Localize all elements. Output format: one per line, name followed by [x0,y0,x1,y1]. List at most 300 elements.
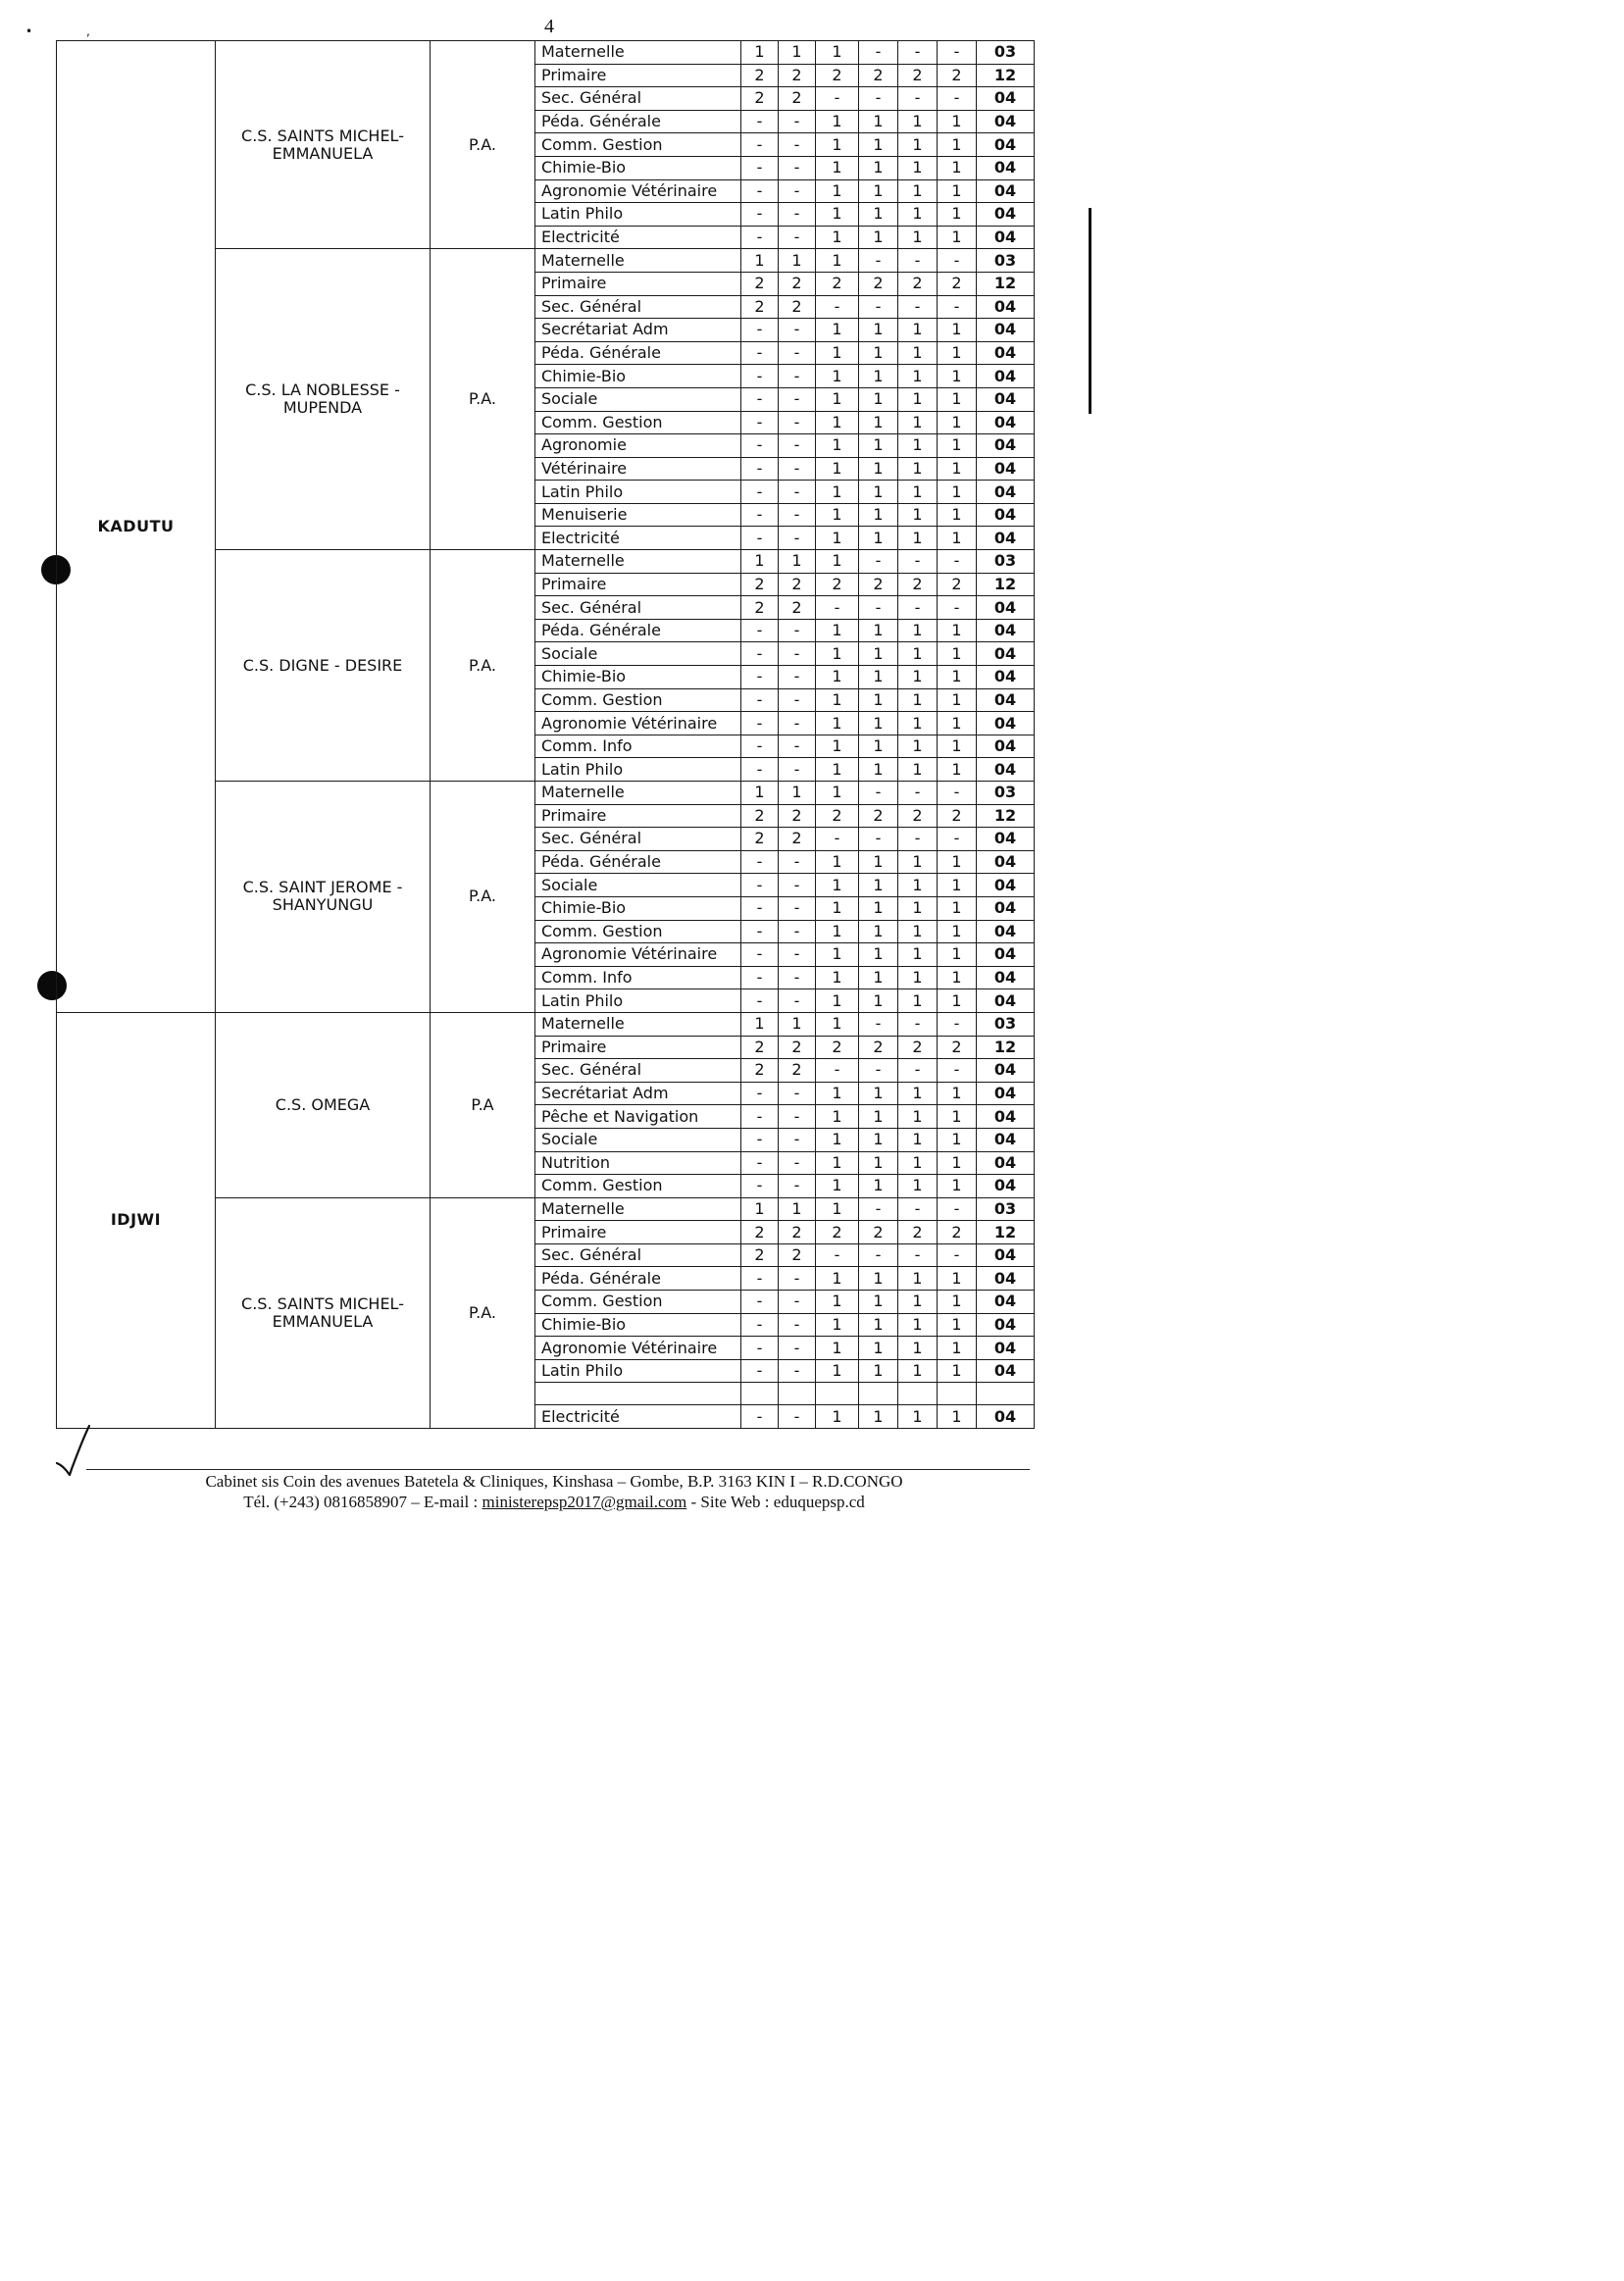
total-cell: 04 [977,87,1035,111]
option-cell: Agronomie Vétérinaire [535,943,741,967]
total-cell: 04 [977,1267,1035,1291]
class-count-cell: 1 [859,1151,898,1175]
total-cell: 04 [977,666,1035,689]
class-count-cell: 2 [779,295,816,319]
total-cell: 04 [977,688,1035,712]
class-count-cell: - [741,1405,779,1429]
class-count-cell: 1 [816,989,859,1013]
school-name-cell [216,249,431,550]
class-count-cell: 1 [816,1151,859,1175]
class-count-cell: 1 [859,874,898,897]
school-type-cell: P.A. [431,41,535,249]
class-count-cell: 1 [938,133,977,157]
school-name-line: C.S. LA NOBLESSE - [245,380,400,400]
class-count-cell: 1 [859,688,898,712]
option-cell: Secrétariat Adm [535,319,741,342]
class-count-cell: - [779,943,816,967]
class-count-cell: 1 [816,179,859,203]
class-count-cell: - [741,503,779,527]
option-cell: Maternelle [535,550,741,574]
class-count-cell: 1 [898,411,938,434]
total-cell: 04 [977,874,1035,897]
class-count-cell: 1 [859,920,898,943]
class-count-cell: 2 [779,804,816,828]
class-count-cell: - [741,712,779,735]
class-count-cell: 1 [741,249,779,273]
class-count-cell: - [938,1059,977,1083]
class-count-cell: 1 [816,226,859,249]
footer-divider [86,1469,1030,1470]
class-count-cell: 1 [898,1291,938,1314]
class-count-cell: 1 [938,642,977,666]
class-count-cell: 2 [741,87,779,111]
option-cell: Sec. Général [535,596,741,620]
class-count-cell: - [898,1012,938,1036]
class-count-cell: 2 [741,1036,779,1059]
option-cell: Latin Philo [535,1359,741,1383]
page-number: 4 [544,16,554,37]
option-cell: Maternelle [535,782,741,805]
class-count-cell: - [779,110,816,133]
class-count-cell: - [898,1197,938,1221]
class-count-cell: - [741,341,779,365]
class-count-cell: 1 [898,133,938,157]
option-cell: Comm. Gestion [535,688,741,712]
class-count-cell: - [779,1313,816,1337]
class-count-cell: 1 [859,1105,898,1129]
class-count-cell: 1 [938,1405,977,1429]
class-count-cell: - [859,41,898,65]
class-count-cell: - [898,41,938,65]
option-cell [535,1383,741,1405]
total-cell: 04 [977,527,1035,550]
class-count-cell: 1 [859,457,898,481]
class-count-cell: 1 [859,133,898,157]
class-count-cell: 1 [859,1405,898,1429]
class-count-cell: 1 [779,1197,816,1221]
class-count-cell: - [779,179,816,203]
class-count-cell: - [938,596,977,620]
total-cell: 04 [977,758,1035,782]
page-edge-mark [1089,208,1091,414]
class-count-cell: 1 [938,943,977,967]
total-cell: 04 [977,619,1035,642]
class-count-cell: 1 [859,319,898,342]
class-count-cell: 2 [859,804,898,828]
class-count-cell: - [741,434,779,458]
class-count-cell: - [741,319,779,342]
option-cell: Sec. Général [535,1243,741,1267]
class-count-cell: 2 [898,64,938,87]
class-count-cell: 1 [938,666,977,689]
school-name-cell [216,782,431,1013]
class-count-cell: - [741,1128,779,1151]
class-count-cell: 1 [898,896,938,920]
class-count-cell: - [938,1012,977,1036]
class-count-cell: 2 [938,272,977,295]
option-cell: Péda. Générale [535,341,741,365]
class-count-cell: 1 [859,387,898,411]
class-count-cell: 2 [898,1036,938,1059]
class-count-cell: 1 [859,1175,898,1198]
option-cell: Comm. Info [535,735,741,758]
class-count-cell: - [741,642,779,666]
class-count-cell: 1 [816,387,859,411]
class-count-cell: - [779,156,816,179]
class-count-cell: - [816,295,859,319]
class-count-cell: 1 [859,758,898,782]
class-count-cell: 1 [816,966,859,989]
class-count-cell: - [779,1359,816,1383]
class-count-cell: 1 [779,41,816,65]
class-count-cell: 1 [741,1197,779,1221]
class-count-cell: - [859,295,898,319]
total-cell: 04 [977,341,1035,365]
class-count-cell: - [741,1105,779,1129]
class-count-cell: 1 [938,226,977,249]
class-count-cell: 1 [816,319,859,342]
class-count-cell: 1 [859,619,898,642]
option-cell: Pêche et Navigation [535,1105,741,1129]
class-count-cell: 1 [898,341,938,365]
class-count-cell: 1 [859,341,898,365]
class-count-cell: 2 [741,272,779,295]
option-cell: Agronomie Vétérinaire [535,179,741,203]
class-count-cell [779,1383,816,1405]
option-cell: Maternelle [535,41,741,65]
class-count-cell: - [938,550,977,574]
option-cell: Sec. Général [535,828,741,851]
class-count-cell: - [779,503,816,527]
total-cell: 04 [977,920,1035,943]
school-name-line: EMMANUELA [272,1311,374,1331]
total-cell: 04 [977,966,1035,989]
class-count-cell: 1 [938,920,977,943]
total-cell: 12 [977,804,1035,828]
class-count-cell: - [779,1291,816,1314]
total-cell: 04 [977,387,1035,411]
total-cell: 04 [977,1059,1035,1083]
class-count-cell: 1 [816,943,859,967]
total-cell: 04 [977,226,1035,249]
total-cell: 04 [977,156,1035,179]
class-count-cell: - [938,828,977,851]
class-count-cell: 2 [741,804,779,828]
class-count-cell: 1 [816,850,859,874]
class-count-cell: 1 [898,1267,938,1291]
total-cell: 04 [977,133,1035,157]
total-cell: 04 [977,1243,1035,1267]
class-count-cell: 1 [938,1175,977,1198]
class-count-cell: 1 [859,156,898,179]
class-count-cell: - [859,550,898,574]
class-count-cell: 2 [741,573,779,596]
class-count-cell: - [938,41,977,65]
class-count-cell: 1 [898,226,938,249]
school-name-cell [216,1012,431,1197]
total-cell: 04 [977,457,1035,481]
class-count-cell: 1 [816,434,859,458]
class-count-cell: 1 [938,712,977,735]
class-count-cell: 1 [938,758,977,782]
class-count-cell: 1 [741,550,779,574]
class-count-cell: 1 [859,203,898,227]
class-count-cell: 1 [816,1197,859,1221]
school-name-cell [216,41,431,249]
total-cell: 04 [977,596,1035,620]
class-count-cell: - [859,1059,898,1083]
class-count-cell: - [741,179,779,203]
class-count-cell: 1 [859,896,898,920]
class-count-cell: - [816,87,859,111]
class-count-cell: 2 [741,1221,779,1244]
class-count-cell: - [859,782,898,805]
option-cell: Electricité [535,1405,741,1429]
class-count-cell: 2 [816,1036,859,1059]
option-cell: Sociale [535,1128,741,1151]
class-count-cell: 1 [816,1175,859,1198]
class-count-cell: 2 [938,64,977,87]
class-count-cell: - [898,1243,938,1267]
class-count-cell: 1 [898,527,938,550]
class-count-cell: - [741,943,779,967]
scan-speck: , [86,25,90,38]
class-count-cell: 1 [898,434,938,458]
class-count-cell: - [779,226,816,249]
school-name-line: MUPENDA [282,398,363,418]
class-count-cell: 1 [816,782,859,805]
class-count-cell: - [816,1243,859,1267]
option-cell: Primaire [535,1036,741,1059]
class-count-cell: - [779,966,816,989]
class-count-cell: - [741,874,779,897]
class-count-cell: 2 [779,1243,816,1267]
class-count-cell: 2 [938,1221,977,1244]
class-count-cell: 1 [816,503,859,527]
class-count-cell: 1 [938,110,977,133]
class-count-cell: 1 [859,179,898,203]
class-count-cell: 1 [938,156,977,179]
class-count-cell: - [779,850,816,874]
class-count-cell: 2 [779,87,816,111]
class-count-cell: 1 [898,642,938,666]
option-cell: Chimie-Bio [535,1313,741,1337]
option-cell: Chimie-Bio [535,896,741,920]
class-count-cell: 1 [898,1175,938,1198]
class-count-cell: - [741,666,779,689]
school-name-line: C.S. OMEGA [275,1094,371,1114]
class-count-cell: 1 [779,249,816,273]
class-count-cell: - [816,1059,859,1083]
class-count-cell: 2 [779,272,816,295]
school-name-cell [216,550,431,782]
option-cell: Chimie-Bio [535,365,741,388]
class-count-cell: 1 [898,735,938,758]
class-count-cell: 2 [816,573,859,596]
class-count-cell: 1 [898,1128,938,1151]
class-count-cell: - [741,1267,779,1291]
class-count-cell: 1 [859,527,898,550]
class-count-cell: - [898,87,938,111]
total-cell: 03 [977,41,1035,65]
class-count-cell: - [779,989,816,1013]
option-cell: Comm. Info [535,966,741,989]
option-cell: Sec. Général [535,1059,741,1083]
class-count-cell: - [779,619,816,642]
class-count-cell: 1 [938,503,977,527]
school-name-line: C.S. SAINTS MICHEL- [241,1293,404,1313]
class-count-cell: - [859,87,898,111]
class-count-cell: 1 [938,989,977,1013]
option-cell: Vétérinaire [535,457,741,481]
class-count-cell: 2 [741,64,779,87]
class-count-cell: 1 [859,1291,898,1314]
territory-cell: IDJWI [57,1012,216,1428]
school-name-line: SHANYUNGU [272,895,374,915]
class-count-cell: - [779,688,816,712]
class-count-cell: 1 [898,481,938,504]
total-cell: 04 [977,434,1035,458]
option-cell: Comm. Gestion [535,133,741,157]
option-cell: Comm. Gestion [535,1291,741,1314]
class-count-cell: - [859,828,898,851]
class-count-cell: - [741,527,779,550]
class-count-cell: 2 [779,64,816,87]
class-count-cell: - [779,920,816,943]
school-name-line: C.S. DIGNE - DESIRE [242,655,403,675]
class-count-cell: 1 [898,989,938,1013]
class-count-cell: - [741,481,779,504]
option-cell: Maternelle [535,1197,741,1221]
total-cell: 12 [977,64,1035,87]
class-count-cell: 1 [938,481,977,504]
class-count-cell: - [779,203,816,227]
total-cell: 12 [977,1221,1035,1244]
class-count-cell: 2 [741,1059,779,1083]
class-count-cell: 1 [816,758,859,782]
class-count-cell: 1 [816,920,859,943]
class-count-cell: 1 [938,527,977,550]
class-count-cell: 1 [938,1337,977,1360]
class-count-cell: - [859,1012,898,1036]
option-cell: Sec. Général [535,295,741,319]
total-cell: 04 [977,828,1035,851]
total-cell: 03 [977,1012,1035,1036]
class-count-cell: - [779,642,816,666]
footer-contact [78,1493,1030,1512]
class-count-cell: - [779,457,816,481]
class-count-cell: 1 [816,411,859,434]
option-cell: Primaire [535,64,741,87]
option-cell: Péda. Générale [535,1267,741,1291]
class-count-cell: 1 [898,1082,938,1105]
total-cell: 04 [977,1313,1035,1337]
total-cell: 04 [977,1105,1035,1129]
total-cell: 04 [977,319,1035,342]
option-cell: Latin Philo [535,481,741,504]
class-count-cell: 1 [816,1012,859,1036]
class-count-cell: 2 [898,1221,938,1244]
territory-cell: KADUTU [57,41,216,1013]
class-count-cell: - [741,457,779,481]
table-row [57,41,1035,65]
class-count-cell: 1 [898,1105,938,1129]
total-cell: 04 [977,365,1035,388]
class-count-cell: 1 [816,1082,859,1105]
class-count-cell: - [779,341,816,365]
class-count-cell: 1 [938,1291,977,1314]
class-count-cell: - [779,387,816,411]
class-count-cell: 1 [898,319,938,342]
class-count-cell: - [741,1175,779,1198]
option-cell: Péda. Générale [535,110,741,133]
class-count-cell: 1 [898,1359,938,1383]
class-count-cell: - [779,758,816,782]
class-count-cell: 2 [938,573,977,596]
total-cell: 04 [977,1082,1035,1105]
option-cell: Electricité [535,226,741,249]
class-count-cell: - [741,1151,779,1175]
class-count-cell: 1 [859,966,898,989]
class-count-cell: - [741,619,779,642]
class-count-cell: 1 [859,1337,898,1360]
class-count-cell: - [779,896,816,920]
class-count-cell: 1 [898,110,938,133]
class-count-cell: - [779,434,816,458]
class-count-cell: 2 [816,1221,859,1244]
option-cell: Primaire [535,804,741,828]
option-cell: Maternelle [535,1012,741,1036]
class-count-cell: 1 [859,1313,898,1337]
class-count-cell: 1 [938,966,977,989]
class-count-cell: 1 [859,1359,898,1383]
total-cell: 03 [977,550,1035,574]
class-count-cell: - [898,1059,938,1083]
class-count-cell: 1 [898,666,938,689]
option-cell: Primaire [535,272,741,295]
class-count-cell: 1 [859,642,898,666]
class-count-cell [741,1383,779,1405]
class-count-cell: 1 [938,387,977,411]
class-count-cell [816,1383,859,1405]
class-count-cell: - [779,1337,816,1360]
class-count-cell: - [779,133,816,157]
class-count-cell: - [779,481,816,504]
class-count-cell: 1 [816,688,859,712]
class-count-cell: - [779,527,816,550]
class-count-cell: 1 [859,943,898,967]
class-count-cell: 1 [816,341,859,365]
class-count-cell: 1 [898,943,938,967]
class-count-cell: 1 [859,434,898,458]
class-count-cell: - [779,712,816,735]
class-count-cell: 2 [816,804,859,828]
class-count-cell: 1 [816,457,859,481]
class-count-cell: 1 [816,666,859,689]
class-count-cell: 1 [859,1082,898,1105]
class-count-cell: 1 [938,203,977,227]
school-name-line: C.S. SAINTS MICHEL- [241,126,404,145]
class-count-cell: 2 [859,1036,898,1059]
footer-email-link[interactable]: ministerepsp2017@gmail.com [482,1493,687,1511]
class-count-cell: - [779,1082,816,1105]
class-count-cell: 2 [859,272,898,295]
class-count-cell: 1 [816,249,859,273]
class-count-cell: 1 [859,481,898,504]
class-count-cell: 1 [938,688,977,712]
class-count-cell: 2 [938,1036,977,1059]
class-count-cell: - [741,920,779,943]
